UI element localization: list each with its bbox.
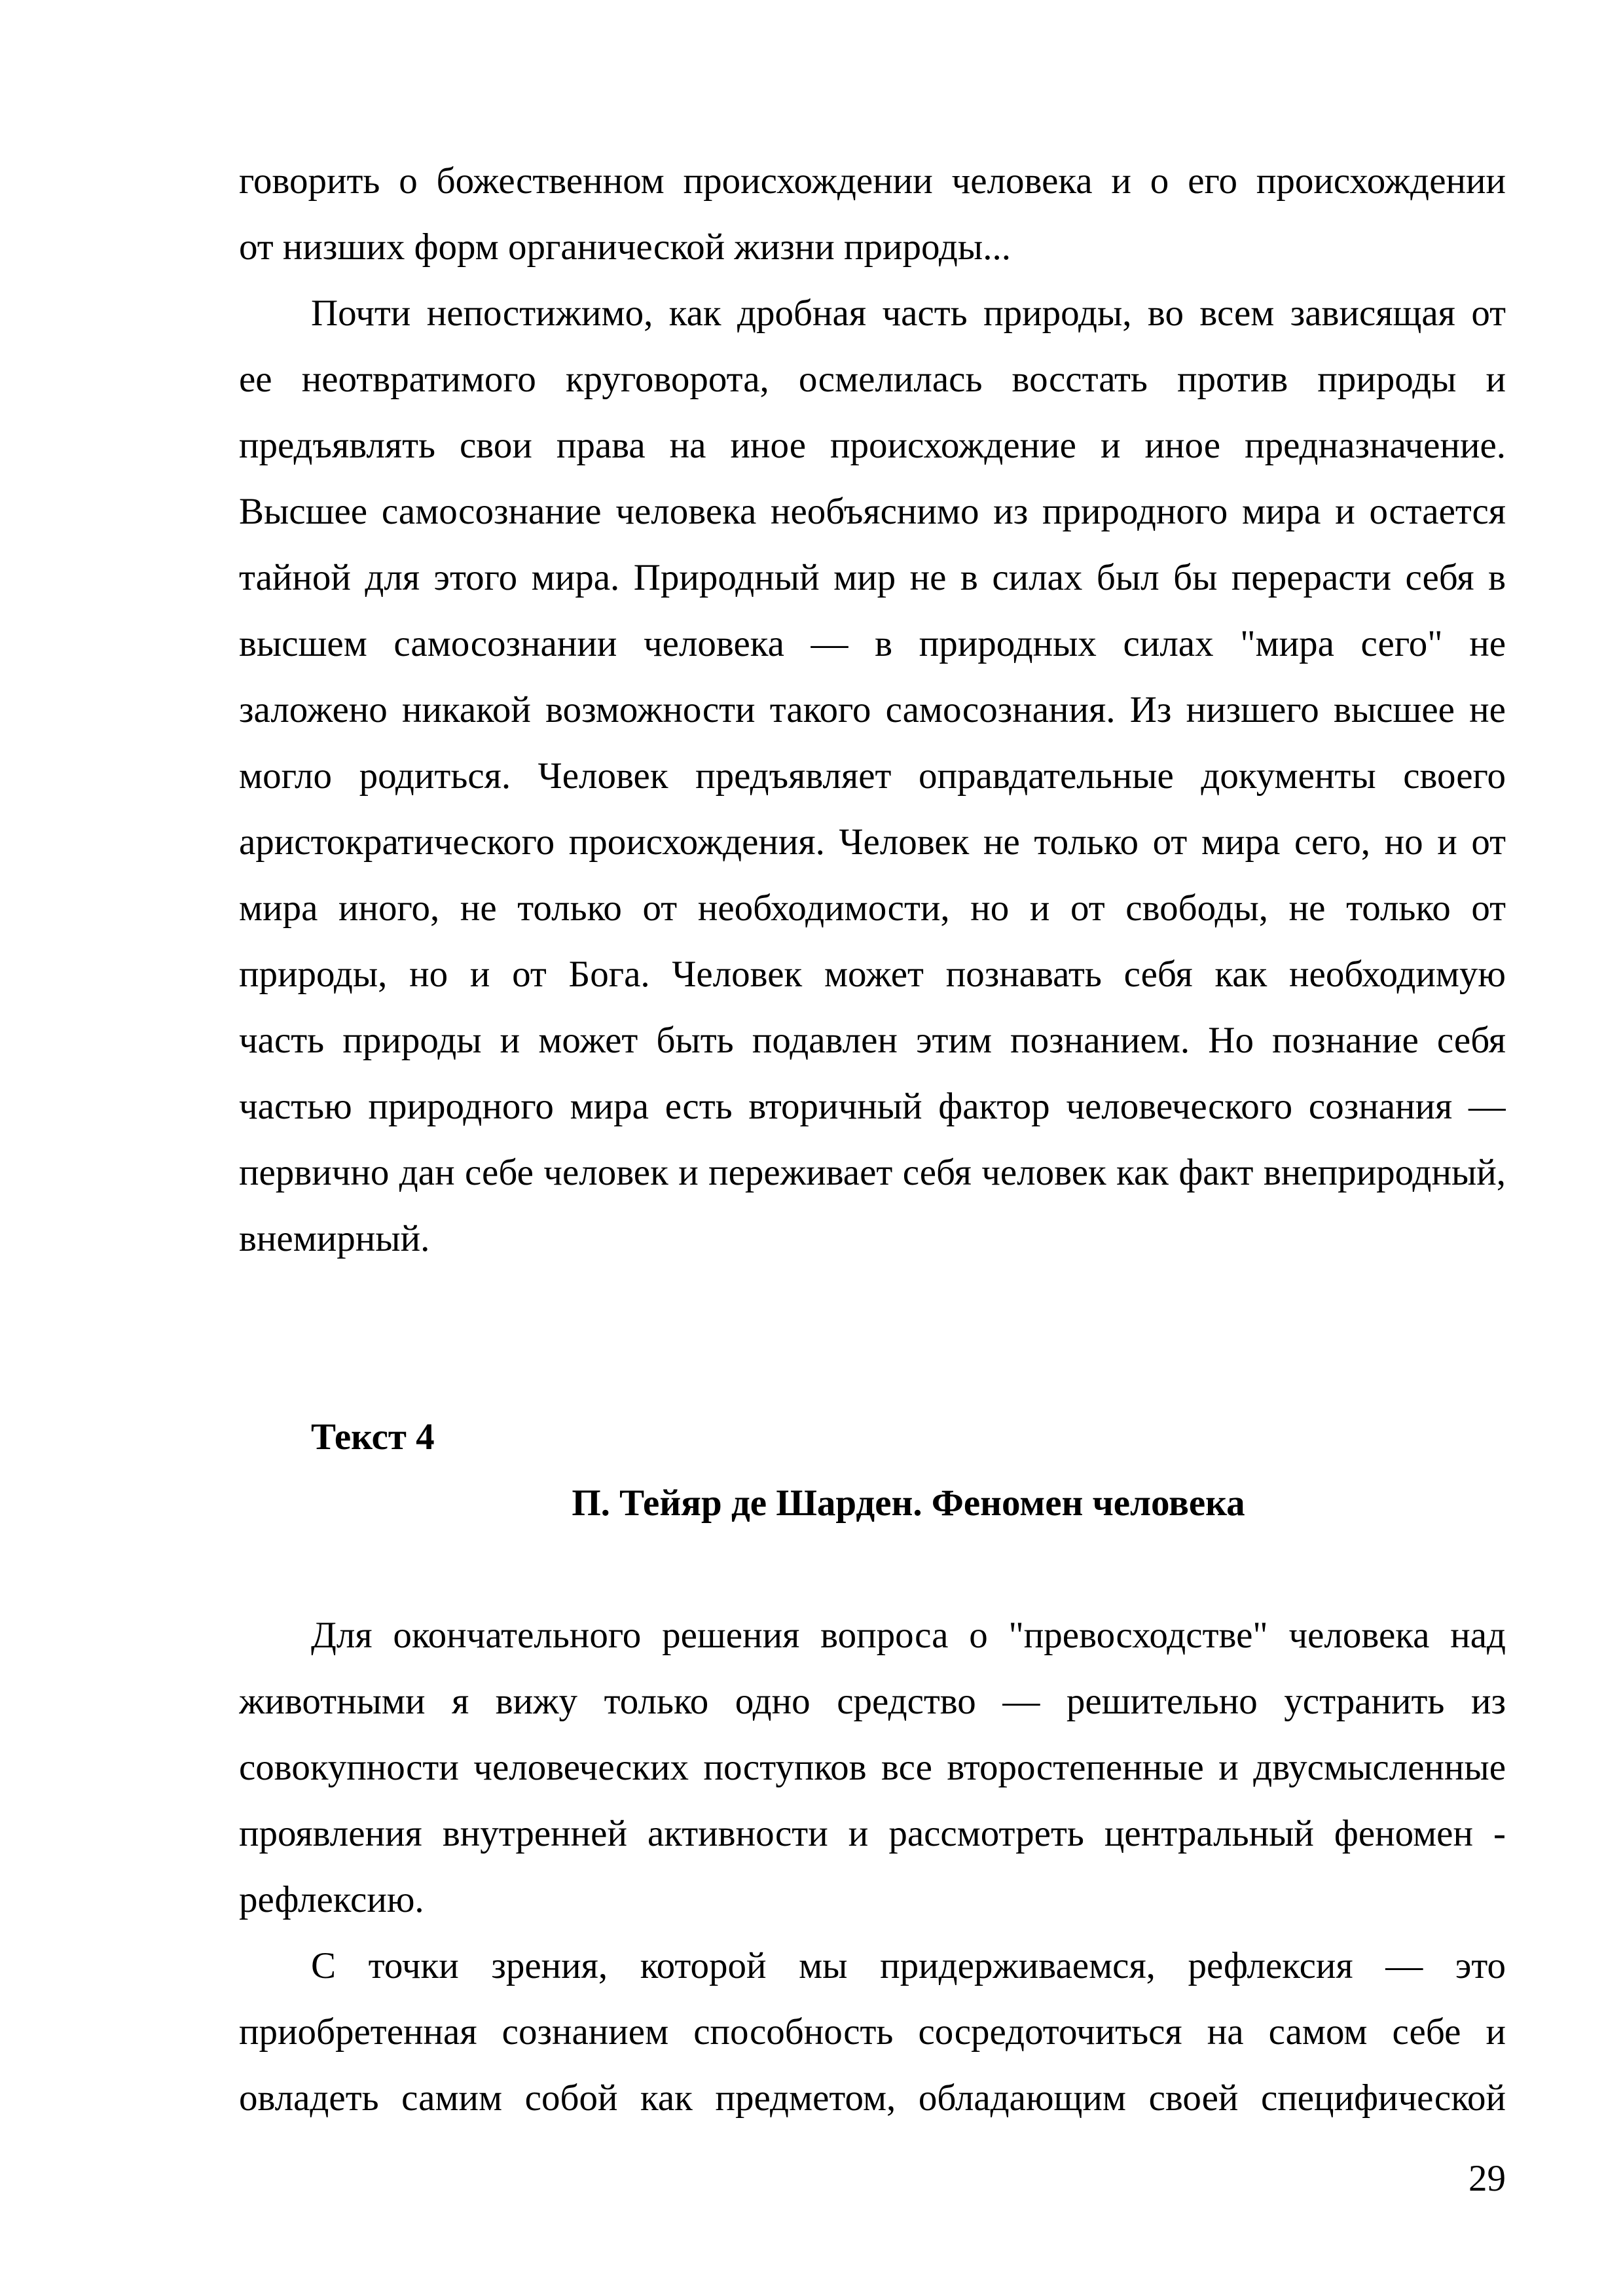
blank-space xyxy=(239,1272,1506,1404)
text-line: высшем самосознании человека — в природных силах "мира сего" не xyxy=(239,623,1506,664)
paragraph-continuation xyxy=(239,148,1506,280)
section-label: Текст 4 xyxy=(311,1416,435,1458)
text-line: предъявлять свои права на иное происхождение и иное предназначение. xyxy=(239,425,1506,466)
text-line: первично дан себе человек и переживает себя человек как факт внеприродный, xyxy=(239,1152,1506,1193)
text-line: С точки зрения, которой мы придерживаемся, рефлексия — это xyxy=(311,1945,1506,1986)
text-line: говорить о божественном происхождении человека и о его происхождении xyxy=(239,160,1506,202)
text-line: тайной для этого мира. Природный мир не в силах был бы перерасти себя в xyxy=(239,557,1506,598)
text-line: часть природы и может быть подавлен этим познанием. Но познание себя xyxy=(239,1020,1506,1061)
text-line: внемирный. xyxy=(239,1218,430,1259)
document-heading: П. Тейяр де Шарден. Феномен человека xyxy=(572,1482,1245,1524)
paragraph xyxy=(239,1602,1506,1933)
text-line: совокупности человеческих поступков все второстепенные и двусмысленные xyxy=(239,1747,1506,1788)
text-line: ее неотвратимого круговорота, осмелилась восстать против природы и xyxy=(239,359,1506,400)
text-block xyxy=(239,148,1506,2131)
text-line: природы, но и от Бога. Человек может познавать себя как необходимую xyxy=(239,954,1506,995)
text-line: животными я вижу только одно средство — решительно устранить из xyxy=(239,1681,1506,1722)
paragraph xyxy=(239,280,1506,1272)
text-line: частью природного мира есть вторичный фактор человеческого сознания — xyxy=(239,1086,1506,1127)
paragraph xyxy=(239,1933,1506,2131)
text-line: рефлексию. xyxy=(239,1879,424,1920)
text-line: заложено никакой возможности такого самосознания. Из низшего высшее не xyxy=(239,689,1506,730)
text-line: Почти непостижимо, как дробная часть природы, во всем зависящая от xyxy=(311,293,1506,334)
text-line: Высшее самосознание человека необъяснимо из природного мира и остается xyxy=(239,491,1506,532)
text-line: приобретенная сознанием способность сосредоточиться на самом себе и xyxy=(239,2011,1506,2053)
text-line: от низших форм органической жизни природы... xyxy=(239,226,1011,268)
text-line: проявления внутренней активности и рассмотреть центральный феномен - xyxy=(239,1813,1506,1854)
text-line: Для окончательного решения вопроса о "превосходстве" человека над xyxy=(311,1615,1506,1656)
text-line: мира иного, не только от необходимости, но и от свободы, не только от xyxy=(239,888,1506,929)
blank-space xyxy=(239,1536,1506,1602)
text-line: овладеть самим собой как предметом, обладающим своей специфической xyxy=(239,2077,1506,2119)
text-line: могло родиться. Человек предъявляет оправдательные документы своего xyxy=(239,755,1506,797)
text-line: аристократического происхождения. Человек не только от мира сего, но и от xyxy=(239,821,1506,863)
page-number: 29 xyxy=(1468,2158,1506,2199)
